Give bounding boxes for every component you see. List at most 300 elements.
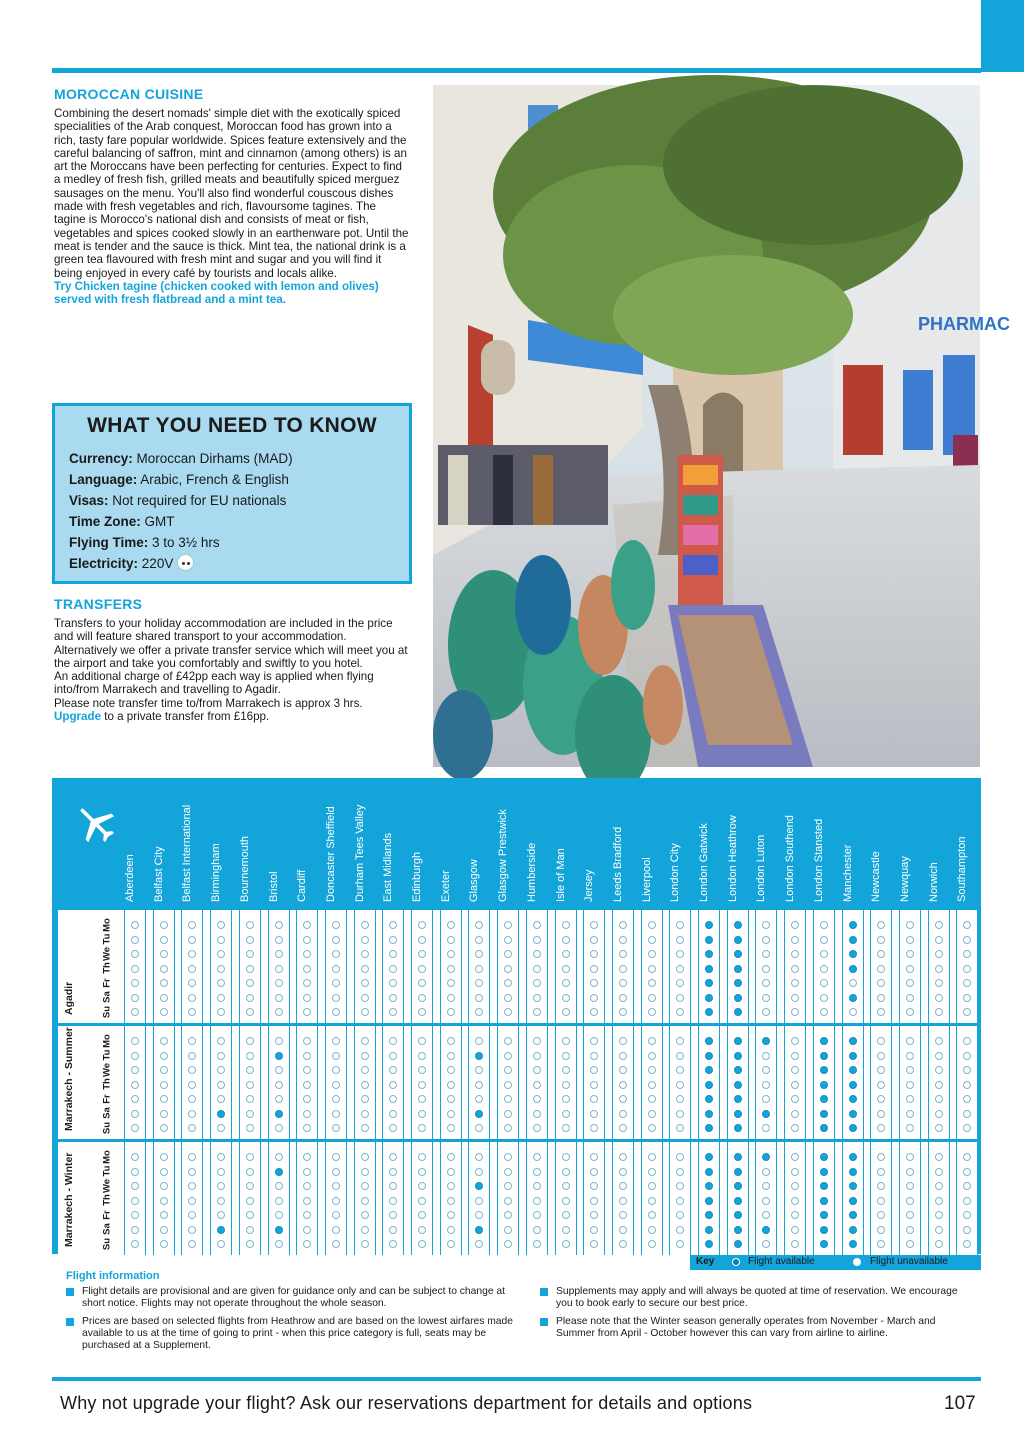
airport-name: Liverpool [640, 857, 653, 902]
airport-column [181, 1142, 203, 1255]
flight-unavailable-dot [762, 1182, 770, 1190]
airport-column [382, 910, 404, 1023]
wynk-value: 220V [141, 556, 174, 571]
flight-unavailable-dot [447, 1081, 455, 1089]
flight-unavailable-dot [877, 1124, 885, 1132]
flight-unavailable-dot [877, 936, 885, 944]
flight-unavailable-dot [418, 965, 426, 973]
flight-unavailable-dot [590, 965, 598, 973]
flight-unavailable-dot [303, 921, 311, 929]
airport-column [354, 1026, 376, 1139]
flight-unavailable-dot [935, 1008, 943, 1016]
flight-unavailable-dot [217, 936, 225, 944]
wynk-label: Electricity: [69, 556, 139, 571]
airport-label [954, 784, 982, 902]
flight-available-dot [849, 1182, 857, 1190]
airplane-icon [74, 802, 118, 846]
flight-unavailable-dot [762, 1168, 770, 1176]
flight-unavailable-dot [160, 1226, 168, 1234]
airport-column [555, 910, 577, 1023]
weekday-label: Sa [101, 1107, 113, 1119]
weekday-label: Tu [101, 1049, 113, 1061]
flight-unavailable-dot [303, 1211, 311, 1219]
flight-unavailable-dot [361, 1182, 369, 1190]
flight-available-dot [849, 1211, 857, 1219]
airport-column [268, 1026, 290, 1139]
flight-unavailable-dot [963, 1153, 971, 1161]
flight-unavailable-dot [590, 1240, 598, 1248]
airport-column [124, 1026, 146, 1139]
flight-unavailable-dot [418, 1081, 426, 1089]
flight-unavailable-dot [188, 1197, 196, 1205]
flight-unavailable-dot [877, 1081, 885, 1089]
flight-unavailable-dot [791, 994, 799, 1002]
flight-unavailable-dot [676, 1124, 684, 1132]
wynk-value: GMT [144, 514, 175, 529]
flight-unavailable-dot [188, 994, 196, 1002]
cuisine-tip: Try Chicken tagine (chicken cooked with lemon and olives) served with fresh flatbread and a mint tea. [54, 279, 379, 307]
airport-column [555, 1026, 577, 1139]
flight-unavailable-dot [963, 936, 971, 944]
flight-available-dot [849, 1095, 857, 1103]
flight-unavailable-dot [275, 1008, 283, 1016]
flight-unavailable-dot [160, 1124, 168, 1132]
flight-available-dot [705, 979, 713, 987]
flight-unavailable-dot [303, 1066, 311, 1074]
flight-unavailable-dot [676, 1052, 684, 1060]
flight-unavailable-dot [791, 1037, 799, 1045]
flight-unavailable-dot [963, 1182, 971, 1190]
airport-column [755, 1142, 777, 1255]
flight-unavailable-dot [418, 1240, 426, 1248]
flight-unavailable-dot [504, 1182, 512, 1190]
flight-unavailable-dot [475, 1153, 483, 1161]
flight-unavailable-dot [332, 965, 340, 973]
unavailable-dot-icon [853, 1258, 861, 1266]
flight-unavailable-dot [361, 994, 369, 1002]
flight-unavailable-dot [418, 1211, 426, 1219]
flight-unavailable-dot [361, 950, 369, 958]
flight-available-dot [734, 1052, 742, 1060]
flight-unavailable-dot [533, 1153, 541, 1161]
flight-available-dot [734, 1211, 742, 1219]
flight-unavailable-dot [389, 1153, 397, 1161]
flight-unavailable-dot [504, 1110, 512, 1118]
flight-unavailable-dot [332, 1197, 340, 1205]
flight-unavailable-dot [389, 1240, 397, 1248]
flight-unavailable-dot [246, 1008, 254, 1016]
flight-unavailable-dot [332, 1226, 340, 1234]
flight-unavailable-dot [389, 994, 397, 1002]
flight-available-dot [820, 1153, 828, 1161]
flight-available-dot [705, 1081, 713, 1089]
airport-name: Southampton [956, 836, 969, 902]
flight-unavailable-dot [619, 1153, 627, 1161]
flight-unavailable-dot [562, 994, 570, 1002]
flight-unavailable-dot [533, 1008, 541, 1016]
flight-available-dot [820, 1124, 828, 1132]
flight-unavailable-dot [791, 965, 799, 973]
weekday-label: Fr [101, 1209, 113, 1220]
airport-label [266, 784, 294, 902]
airport-column [325, 910, 347, 1023]
flight-unavailable-dot [590, 1182, 598, 1190]
flight-available-dot [820, 1081, 828, 1089]
region-name [58, 1026, 92, 1139]
flight-unavailable-dot [533, 1110, 541, 1118]
flight-unavailable-dot [418, 936, 426, 944]
wynk-label: Visas: [69, 493, 109, 508]
flight-unavailable-dot [590, 1110, 598, 1118]
flight-unavailable-dot [935, 1182, 943, 1190]
flight-unavailable-dot [217, 1211, 225, 1219]
airport-column [210, 1026, 232, 1139]
flight-info-title: Flight information [66, 1270, 160, 1282]
airport-name: London Heathrow [726, 815, 739, 902]
flight-unavailable-dot [447, 1226, 455, 1234]
flight-unavailable-dot [332, 994, 340, 1002]
flight-unavailable-dot [877, 1226, 885, 1234]
flight-unavailable-dot [906, 950, 914, 958]
flight-unavailable-dot [590, 1095, 598, 1103]
airport-column [612, 1026, 634, 1139]
wynk-value: Arabic, French & English [140, 472, 289, 487]
airport-column [813, 910, 835, 1023]
airport-name: Isle of Man [554, 848, 567, 902]
flight-unavailable-dot [361, 921, 369, 929]
flight-available-dot [849, 1226, 857, 1234]
flight-unavailable-dot [217, 1037, 225, 1045]
flight-unavailable-dot [935, 1081, 943, 1089]
flight-unavailable-dot [963, 965, 971, 973]
flight-unavailable-dot [418, 1153, 426, 1161]
flight-unavailable-dot [963, 1066, 971, 1074]
flight-available-dot [475, 1052, 483, 1060]
flight-unavailable-dot [246, 1168, 254, 1176]
airport-column [497, 910, 519, 1023]
flight-unavailable-dot [935, 1037, 943, 1045]
flight-unavailable-dot [820, 979, 828, 987]
flight-unavailable-dot [562, 1124, 570, 1132]
flight-unavailable-dot [562, 1211, 570, 1219]
flight-available-dot [705, 1153, 713, 1161]
svg-text:PHARMAC: PHARMAC [918, 314, 1010, 334]
flight-unavailable-dot [217, 1168, 225, 1176]
flight-unavailable-dot [389, 1226, 397, 1234]
flight-available-dot [705, 1240, 713, 1248]
flight-unavailable-dot [590, 1197, 598, 1205]
airport-name: Humberside [525, 842, 538, 902]
flight-unavailable-dot [762, 965, 770, 973]
flight-unavailable-dot [676, 950, 684, 958]
flight-unavailable-dot [131, 921, 139, 929]
airport-column [239, 910, 261, 1023]
airport-column [239, 1026, 261, 1139]
flight-unavailable-dot [619, 1037, 627, 1045]
airport-column [153, 1026, 175, 1139]
flight-unavailable-dot [906, 1226, 914, 1234]
flight-unavailable-dot [935, 1052, 943, 1060]
flight-unavailable-dot [590, 921, 598, 929]
airport-name: London City [669, 843, 682, 902]
airport-column [784, 910, 806, 1023]
flight-available-dot [820, 1066, 828, 1074]
flight-unavailable-dot [131, 1124, 139, 1132]
flight-unavailable-dot [361, 965, 369, 973]
flight-unavailable-dot [648, 1153, 656, 1161]
flight-unavailable-dot [389, 1110, 397, 1118]
flight-unavailable-dot [533, 994, 541, 1002]
flight-unavailable-dot [762, 1008, 770, 1016]
airport-name: Exeter [439, 870, 452, 902]
flight-unavailable-dot [791, 1066, 799, 1074]
flight-key [690, 1255, 981, 1270]
flight-unavailable-dot [877, 1110, 885, 1118]
flight-available-dot [705, 965, 713, 973]
flight-unavailable-dot [160, 1066, 168, 1074]
airport-column [669, 910, 691, 1023]
flight-unavailable-dot [762, 1197, 770, 1205]
flight-unavailable-dot [877, 1168, 885, 1176]
flight-unavailable-dot [935, 1211, 943, 1219]
airport-column [181, 910, 203, 1023]
airport-column [641, 1142, 663, 1255]
flight-unavailable-dot [877, 1008, 885, 1016]
what-you-need-to-know-panel [52, 403, 412, 584]
flight-unavailable-dot [504, 1066, 512, 1074]
region-block [58, 1026, 975, 1139]
region-name [58, 910, 92, 1023]
flight-unavailable-dot [418, 1182, 426, 1190]
flight-unavailable-dot [963, 1037, 971, 1045]
flight-unavailable-dot [762, 1240, 770, 1248]
flight-unavailable-dot [648, 936, 656, 944]
flight-unavailable-dot [332, 1240, 340, 1248]
flight-unavailable-dot [562, 965, 570, 973]
flight-unavailable-dot [188, 1124, 196, 1132]
flight-unavailable-dot [648, 1168, 656, 1176]
flight-unavailable-dot [562, 1182, 570, 1190]
airport-column [899, 1142, 921, 1255]
wynk-row-time-zone [69, 511, 395, 532]
key-available-text: Flight available [748, 1256, 815, 1267]
flight-unavailable-dot [475, 1124, 483, 1132]
flight-available-dot [705, 936, 713, 944]
weekday-label: Su [101, 1121, 113, 1134]
flight-unavailable-dot [418, 950, 426, 958]
flight-unavailable-dot [963, 1197, 971, 1205]
flight-unavailable-dot [246, 936, 254, 944]
flight-unavailable-dot [906, 1110, 914, 1118]
flight-unavailable-dot [246, 965, 254, 973]
flight-unavailable-dot [533, 921, 541, 929]
flight-unavailable-dot [131, 1153, 139, 1161]
flight-unavailable-dot [648, 1240, 656, 1248]
flight-unavailable-dot [676, 936, 684, 944]
wynk-row-flying-time [69, 532, 395, 553]
flight-unavailable-dot [676, 1066, 684, 1074]
flight-unavailable-dot [791, 1240, 799, 1248]
flight-unavailable-dot [791, 1153, 799, 1161]
flight-unavailable-dot [275, 936, 283, 944]
weekday-label: Th [101, 1194, 113, 1206]
flight-unavailable-dot [217, 1008, 225, 1016]
airport-label [524, 784, 552, 902]
flight-unavailable-dot [676, 1081, 684, 1089]
airport-column [526, 1142, 548, 1255]
airport-column [411, 1142, 433, 1255]
flight-unavailable-dot [275, 1124, 283, 1132]
cuisine-text [54, 107, 410, 306]
airport-label [151, 784, 179, 902]
flight-unavailable-dot [160, 1197, 168, 1205]
flight-available-dot [705, 1066, 713, 1074]
flight-unavailable-dot [246, 1153, 254, 1161]
flight-unavailable-dot [160, 950, 168, 958]
weekday-label: Th [101, 1078, 113, 1090]
flight-unavailable-dot [791, 1197, 799, 1205]
flight-unavailable-dot [590, 1052, 598, 1060]
airport-name: Durham Tees Valley [353, 804, 366, 902]
flight-available-dot [275, 1226, 283, 1234]
flight-unavailable-dot [935, 1168, 943, 1176]
flight-unavailable-dot [246, 950, 254, 958]
flight-unavailable-dot [963, 1124, 971, 1132]
airport-column [325, 1026, 347, 1139]
airport-column [296, 910, 318, 1023]
flight-unavailable-dot [648, 1095, 656, 1103]
flight-unavailable-dot [475, 921, 483, 929]
flight-unavailable-dot [504, 1197, 512, 1205]
flight-unavailable-dot [533, 1081, 541, 1089]
flight-unavailable-dot [906, 1197, 914, 1205]
airport-label [466, 784, 494, 902]
flight-unavailable-dot [131, 1240, 139, 1248]
flight-unavailable-dot [475, 1168, 483, 1176]
flight-unavailable-dot [303, 1153, 311, 1161]
flight-unavailable-dot [762, 1095, 770, 1103]
flight-unavailable-dot [877, 1052, 885, 1060]
flight-unavailable-dot [332, 1168, 340, 1176]
airport-column [727, 1142, 749, 1255]
flight-unavailable-dot [217, 1197, 225, 1205]
flight-unavailable-dot [791, 1008, 799, 1016]
flight-unavailable-dot [504, 1008, 512, 1016]
flight-unavailable-dot [963, 1095, 971, 1103]
flight-unavailable-dot [906, 1081, 914, 1089]
cuisine-heading: MOROCCAN CUISINE [54, 86, 204, 102]
flight-unavailable-dot [935, 1226, 943, 1234]
flight-unavailable-dot [246, 979, 254, 987]
flight-unavailable-dot [475, 936, 483, 944]
flight-unavailable-dot [648, 1124, 656, 1132]
footer-promo: Why not upgrade your flight? Ask our reservations department for details and options [60, 1393, 753, 1413]
airport-column [411, 910, 433, 1023]
airport-column [755, 1026, 777, 1139]
flight-unavailable-dot [418, 1095, 426, 1103]
flight-unavailable-dot [877, 921, 885, 929]
flight-unavailable-dot [188, 1110, 196, 1118]
flight-available-dot [849, 994, 857, 1002]
wynk-value: Moroccan Dirhams (MAD) [136, 451, 293, 466]
weekday-label: Tu [101, 933, 113, 945]
flight-unavailable-dot [188, 1211, 196, 1219]
plug-socket-icon [177, 554, 194, 571]
flight-unavailable-dot [676, 921, 684, 929]
flight-available-dot [705, 950, 713, 958]
flight-unavailable-dot [303, 1168, 311, 1176]
flight-unavailable-dot [418, 1124, 426, 1132]
flight-unavailable-dot [275, 994, 283, 1002]
flight-unavailable-dot [447, 965, 455, 973]
flight-available-dot [705, 1182, 713, 1190]
flight-unavailable-dot [447, 994, 455, 1002]
weekday-label: Su [101, 1005, 113, 1018]
flight-unavailable-dot [619, 1095, 627, 1103]
flight-unavailable-dot [131, 1008, 139, 1016]
flight-available-dot [820, 1095, 828, 1103]
flight-unavailable-dot [275, 1066, 283, 1074]
flight-unavailable-dot [791, 921, 799, 929]
flight-unavailable-dot [447, 1197, 455, 1205]
transfers-p2: An additional charge of £42pp each way is applied when flying into/from Marrakech and travelling to Agadir. [54, 670, 374, 697]
flight-unavailable-dot [447, 1168, 455, 1176]
flight-unavailable-dot [475, 994, 483, 1002]
airport-column [956, 910, 978, 1023]
flight-available-dot [734, 1066, 742, 1074]
flight-unavailable-dot [131, 1211, 139, 1219]
flight-unavailable-dot [676, 1240, 684, 1248]
flight-unavailable-dot [619, 1226, 627, 1234]
airport-column [468, 910, 490, 1023]
flight-unavailable-dot [676, 1168, 684, 1176]
flight-unavailable-dot [418, 1052, 426, 1060]
flight-unavailable-dot [246, 1110, 254, 1118]
transfers-p1: Transfers to your holiday accommodation are included in the price and will feature shared transport to your accommodation. Alternatively we offer a private transfer service which will meet you at the airport and take you comfortably and swiftly to you hotel. [54, 617, 408, 670]
flight-unavailable-dot [504, 1037, 512, 1045]
airport-name: London Luton [755, 834, 768, 902]
airport-column [612, 1142, 634, 1255]
flight-unavailable-dot [963, 994, 971, 1002]
airport-column [870, 1142, 892, 1255]
flight-unavailable-dot [131, 1226, 139, 1234]
flight-unavailable-dot [332, 1211, 340, 1219]
flight-unavailable-dot [275, 1182, 283, 1190]
wynk-label: Language: [69, 472, 138, 487]
flight-unavailable-dot [963, 1081, 971, 1089]
airport-column [468, 1026, 490, 1139]
flight-unavailable-dot [217, 979, 225, 987]
flight-unavailable-dot [791, 1211, 799, 1219]
flight-unavailable-dot [389, 1008, 397, 1016]
flight-unavailable-dot [791, 1052, 799, 1060]
flight-unavailable-dot [619, 1110, 627, 1118]
flight-unavailable-dot [648, 979, 656, 987]
flight-unavailable-dot [590, 1211, 598, 1219]
airport-column [583, 910, 605, 1023]
flight-unavailable-dot [131, 1168, 139, 1176]
flight-unavailable-dot [447, 1110, 455, 1118]
flight-unavailable-dot [619, 1124, 627, 1132]
flight-unavailable-dot [877, 1197, 885, 1205]
airport-column [268, 910, 290, 1023]
airport-column [727, 910, 749, 1023]
flight-unavailable-dot [447, 1008, 455, 1016]
flight-unavailable-dot [791, 1168, 799, 1176]
flight-available-dot [849, 1197, 857, 1205]
flight-availability-table [52, 778, 981, 1254]
flight-unavailable-dot [906, 979, 914, 987]
